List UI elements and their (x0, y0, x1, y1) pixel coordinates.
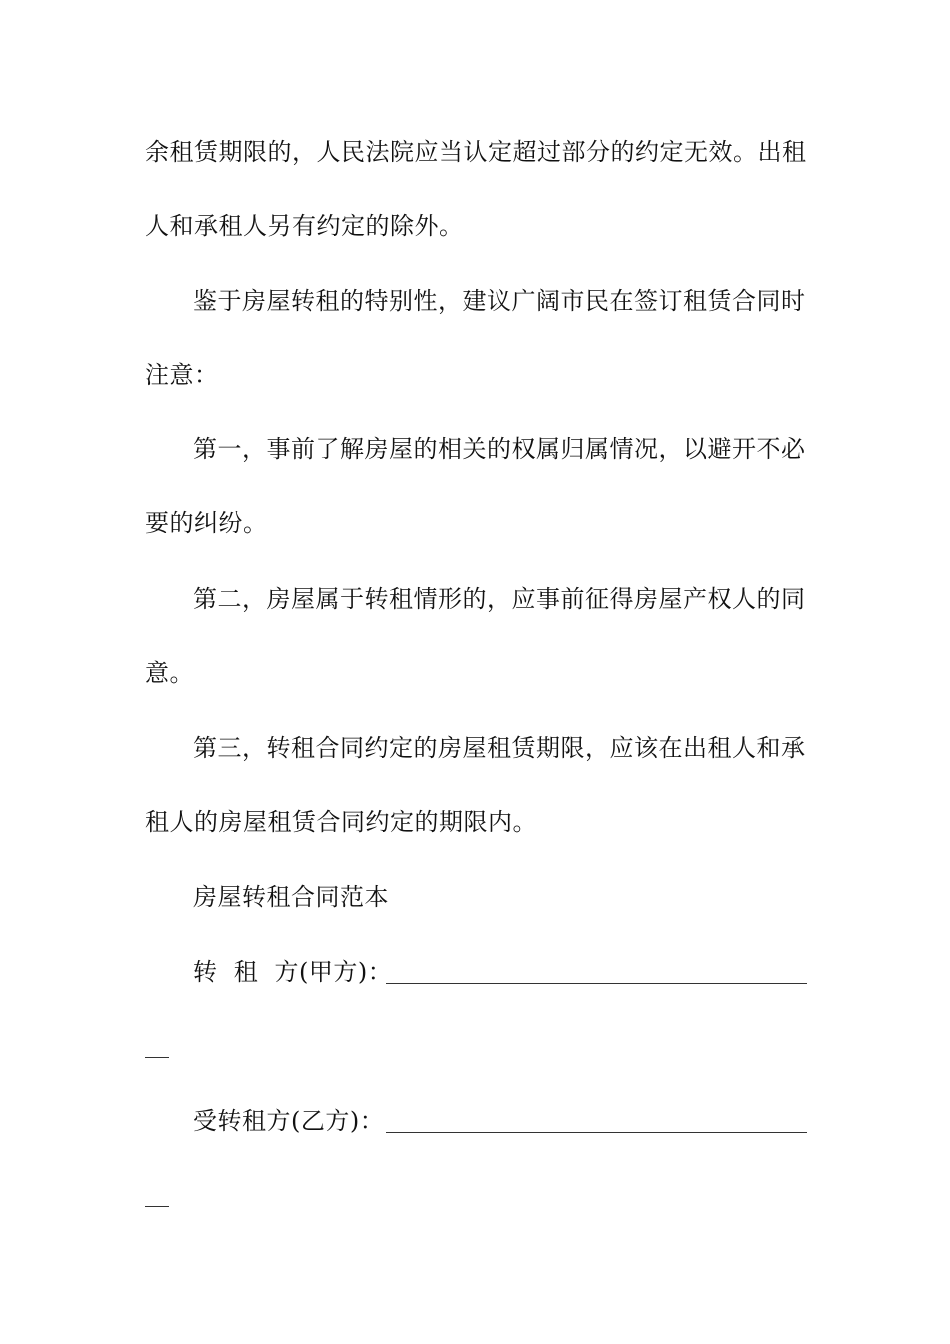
paragraph-line: 余租赁期限的，人民法院应当认定超过部分的约定无效。出租 (145, 138, 807, 166)
paragraph-line: 第三，转租合同约定的房屋租赁期限，应该在出租人和承 (193, 734, 806, 762)
party-a-fill-line-continuation (145, 1057, 169, 1058)
paragraph-line: 注意： (145, 361, 219, 389)
paragraph-line: 人和承租人另有约定的除外。 (145, 212, 464, 240)
party-a-fill-line (386, 983, 807, 984)
paragraph-line: 第一，事前了解房屋的相关的权属归属情况，以避开不必 (193, 435, 806, 463)
party-b-label: 受转租方(乙方)： (193, 1107, 385, 1135)
paragraph-line: 意。 (145, 659, 194, 687)
paragraph-line: 要的纠纷。 (145, 509, 268, 537)
paragraph-line: 第二，房屋属于转租情形的，应事前征得房屋产权人的同 (193, 585, 806, 613)
party-b-fill-line (386, 1132, 807, 1133)
paragraph-line: 鉴于房屋转租的特别性，建议广阔市民在签订租赁合同时 (193, 287, 806, 315)
contract-title: 房屋转租合同范本 (193, 883, 389, 911)
party-a-label: 转 租 方(甲方)： (193, 958, 393, 986)
paragraph-line: 租人的房屋租赁合同约定的期限内。 (145, 808, 537, 836)
party-b-fill-line-continuation (145, 1206, 169, 1207)
